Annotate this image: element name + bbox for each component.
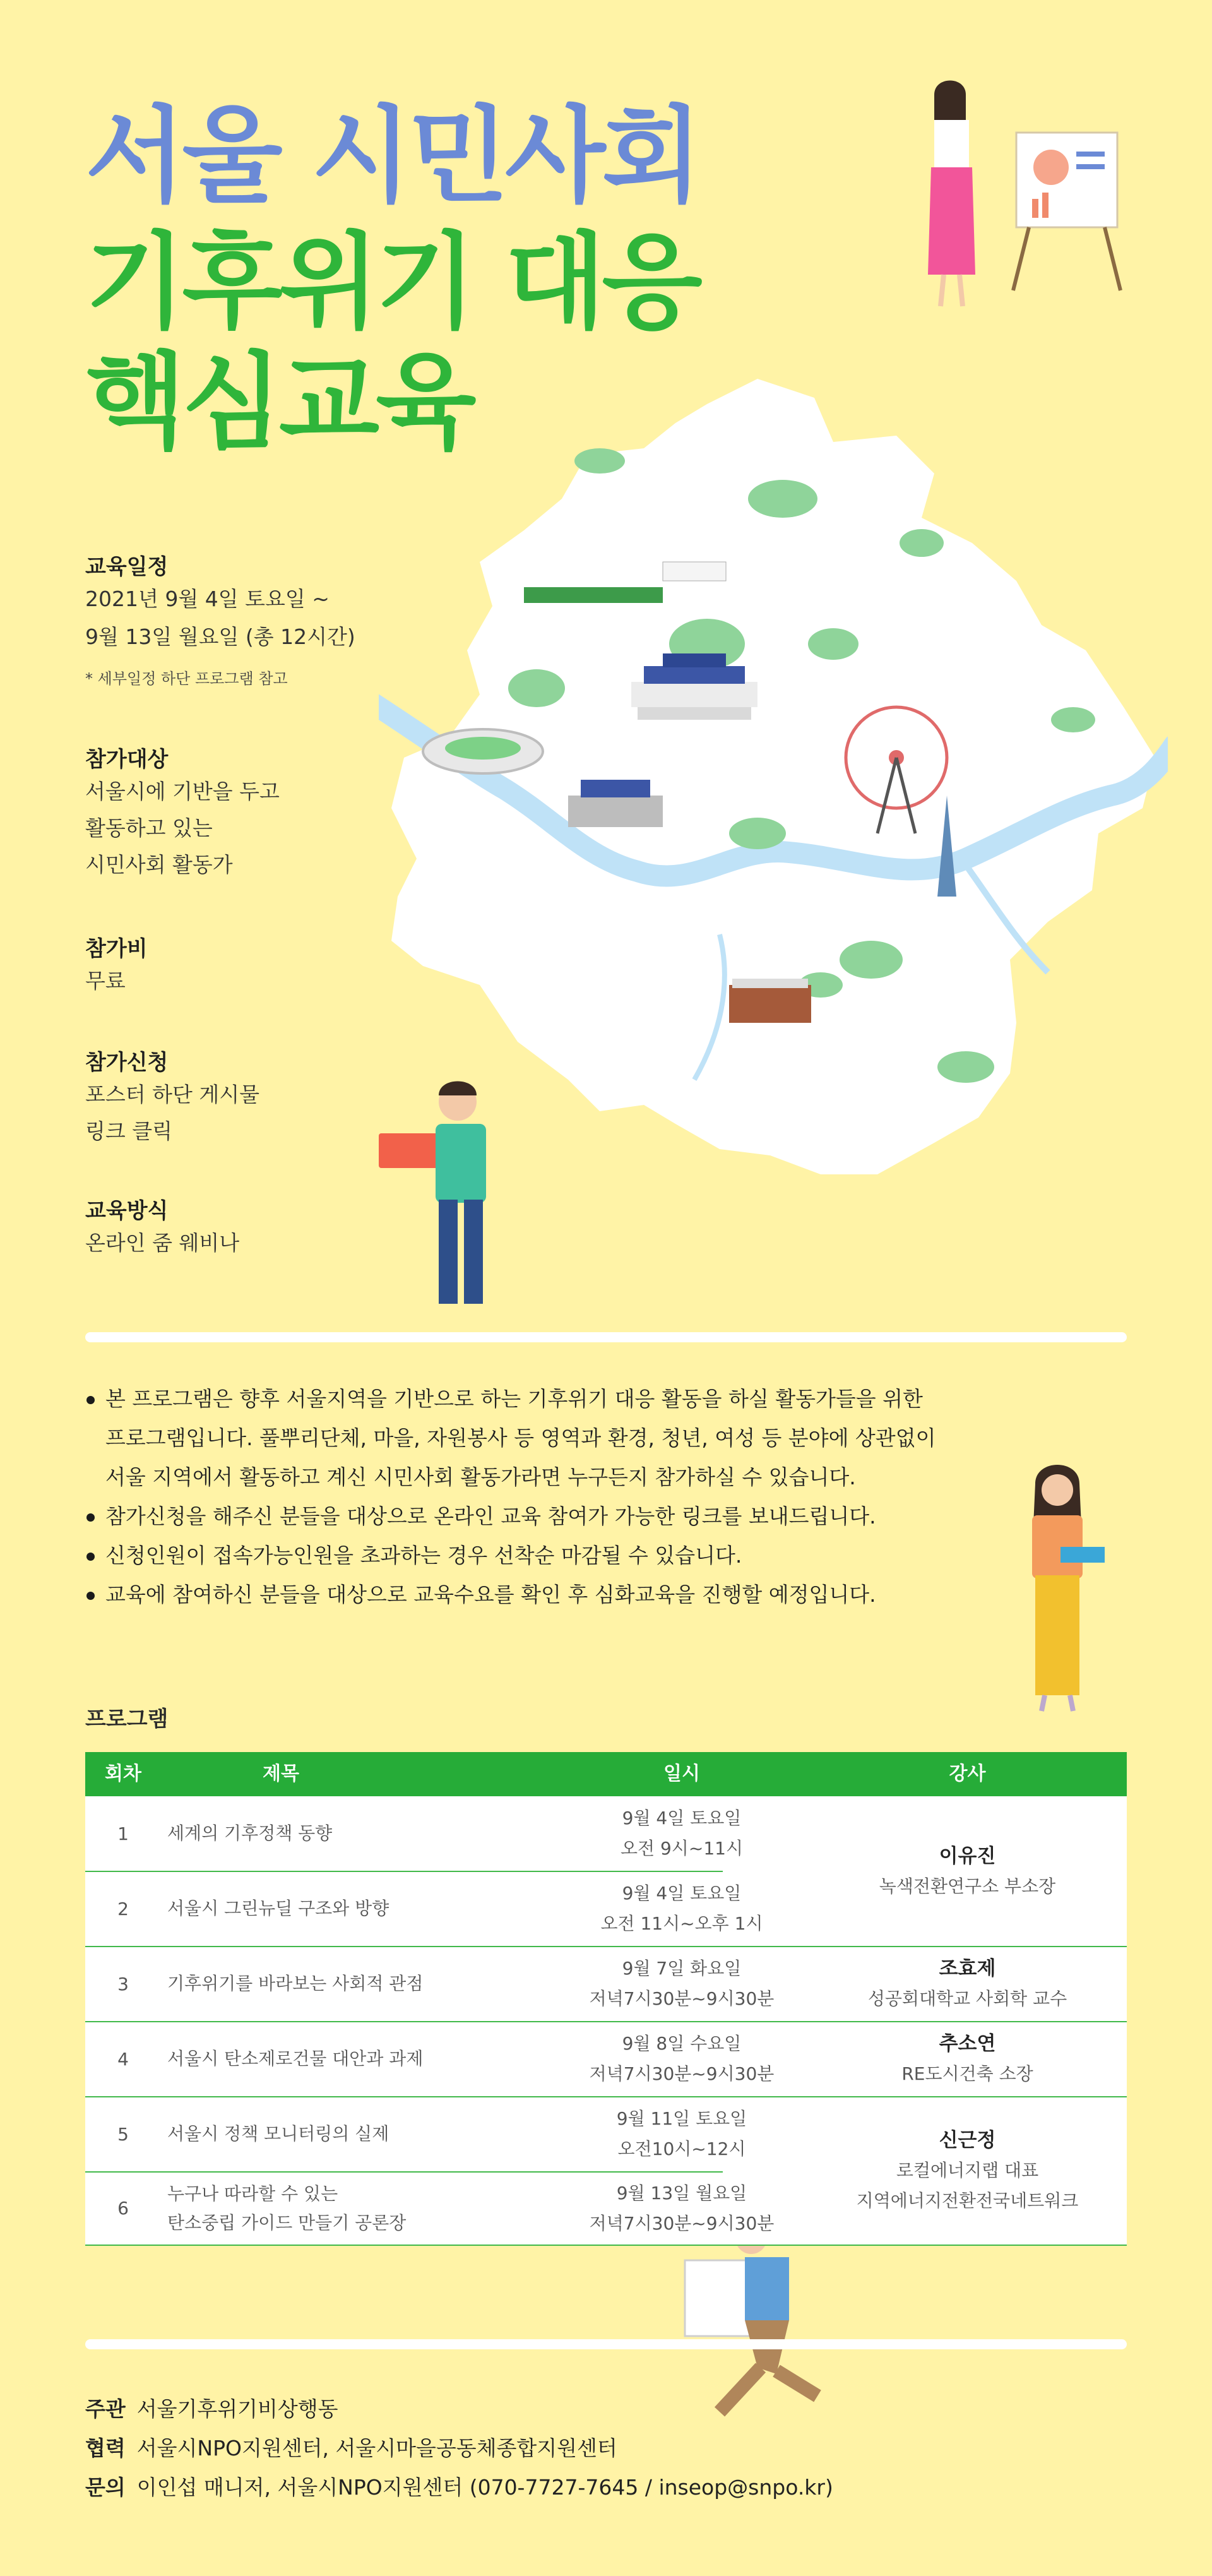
lecturer-role: 로컬에너지랩 대표 [896,2160,1039,2181]
schedule-line-1: 2021년 9월 4일 토요일 ~ [85,587,330,611]
row-date-time: 저녁7시30분~9시30분 [589,1988,775,2009]
row-title: 서울시 정책 모니터링의 실제 [167,2123,389,2144]
row-date [556,1947,808,2021]
footer-host [85,2393,338,2423]
schedule-note: * 세부일정 하단 프로그램 참고 [85,670,288,688]
notice-item-line: 교육에 참여하신 분들을 대상으로 교육수요를 확인 후 심화교육을 진행할 예정입니다. [105,1582,876,1607]
row-divider [85,2245,1127,2246]
woman-with-tablet-illustration [1010,1458,1111,1717]
header-date: 일시 [663,1763,700,1785]
table-header [85,1752,1127,1796]
footer-coop-value: 서울시NPO지원센터, 서울시마을공동체종합지원센터 [136,2436,617,2460]
row-title: 세계의 기후정책 동향 [167,1823,333,1844]
lecturer-name: 조효제 [939,1957,996,1980]
footer-contact-label: 문의 [85,2475,126,2500]
fee-heading: 참가비 [85,936,148,962]
row-number: 2 [117,1898,129,1919]
apply-heading: 참가신청 [85,1050,169,1075]
lecturer-name: 신근정 [939,2129,996,2152]
notice-item [85,1497,969,1536]
arena [729,979,811,1023]
notice-item-line: 본 프로그램은 향후 서울지역을 기반으로 하는 기후위기 대응 활동을 하실 활동가들을 위한 [105,1386,923,1411]
footer-host-value: 서울기후위기비상행동 [136,2397,338,2421]
footer-coop [85,2432,617,2462]
footer-contact [85,2471,833,2501]
target-line-1: 서울시에 기반을 두고 [85,779,280,804]
row-date-day: 9월 8일 수요일 [622,2033,742,2054]
program-title: 프로그램 [85,1707,169,1732]
row-date-day: 9월 7일 화요일 [622,1958,742,1979]
lecturer-cell [808,2022,1127,2096]
header-lecturer: 강사 [949,1763,986,1785]
row-date-time: 오전 11시~오후 1시 [600,1913,763,1934]
notice-item [85,1575,969,1614]
stadium [423,729,543,773]
row-date-day: 9월 4일 토요일 [622,1883,742,1904]
row-number: 1 [117,1823,129,1844]
divider-top [85,1332,1127,1342]
table-body [85,1796,1127,2246]
notice-item-line: 참가신청을 해주신 분들을 대상으로 온라인 교육 참여가 가능한 링크를 보내드립니다. [105,1504,876,1529]
row-number: 6 [117,2198,129,2219]
footer-contact-value: 이인섭 매니저, 서울시NPO지원센터 (070-7727-7645 / inseop@snpo.kr) [136,2475,833,2500]
row-number: 4 [117,2048,129,2070]
header-no: 회차 [105,1763,141,1785]
method-value: 온라인 줌 웨비나 [85,1231,240,1255]
row-date-time: 오전10시~12시 [617,2138,746,2159]
row-date-day: 9월 4일 토요일 [622,1808,742,1828]
notice-item [85,1380,969,1497]
lecturer-cell [808,1796,1127,1946]
row-number: 5 [117,2123,129,2145]
row-date [556,1871,808,1946]
lecturer-name: 추소연 [939,2032,996,2055]
footer-coop-label: 협력 [85,2436,126,2460]
title-line-2: 기후위기 대응 [85,222,699,343]
notice-item-line: 서울 지역에서 활동하고 계신 시민사회 활동가라면 누구든지 참가하실 수 있습니다. [105,1465,856,1489]
notice-item-line: 신청인원이 접속가능인원을 초과하는 경우 선착순 마감될 수 있습니다. [105,1543,742,1568]
row-date [556,1796,808,1871]
target-heading: 참가대상 [85,747,169,772]
row-title [167,2172,552,2245]
row-date-time: 오전 9시~11시 [621,1838,743,1859]
row-title-line: 누구나 따라할 수 있는 [167,2183,338,2204]
presenter-woman-illustration [881,73,1133,325]
lecturer-name: 이유진 [939,1844,996,1868]
apply-line-2: 링크 클릭 [85,1119,173,1143]
schedule-heading: 교육일정 [85,554,169,580]
notice-list [85,1380,969,1614]
header-title: 제목 [263,1763,299,1785]
title-line-3: 핵심교육 [85,342,473,463]
target-line-3: 시민사회 활동가 [85,852,233,877]
lecturer-cell [808,2097,1127,2245]
row-title: 서울시 탄소제로건물 대안과 과제 [167,2048,424,2069]
lecturer-role: 지역에너지전환전국네트워크 [856,2190,1079,2211]
row-date-time: 저녁7시30분~9시30분 [589,2063,775,2084]
man-carrying-papers-illustration [682,2216,833,2424]
fee-value: 무료 [85,969,126,993]
row-number: 3 [117,1973,129,1995]
row-title: 기후위기를 바라보는 사회적 관점 [167,1973,424,1994]
lecturer-role: 녹색전환연구소 부소장 [879,1875,1056,1897]
target-line-2: 활동하고 있는 [85,816,213,840]
row-date [556,2022,808,2096]
apply-line-1: 포스터 하단 게시물 [85,1082,260,1107]
lecturer-cell [808,1947,1127,2021]
notice-item-line: 프로그램입니다. 풀뿌리단체, 마을, 자원봉사 등 영역과 환경, 청년, 여성 등 분야에 상관없이 [105,1426,936,1450]
row-date [556,2172,808,2245]
notice-item [85,1536,969,1575]
divider-bottom [85,2339,1127,2349]
lecturer-role: 성공회대학교 사회학 교수 [867,1988,1067,2009]
row-date [556,2097,808,2171]
row-date-time: 저녁7시30분~9시30분 [589,2212,775,2234]
man-with-laptop-illustration [376,1073,521,1313]
title-line-1: 서울 시민사회 [85,95,699,217]
program-table [85,1752,1127,2246]
row-date-day: 9월 13일 월요일 [616,2182,747,2203]
method-heading: 교육방식 [85,1198,169,1224]
gate-building [568,780,663,827]
schedule-line-2: 9월 13일 월요일 (총 12시간) [85,624,355,649]
lecturer-role: RE도시건축 소장 [901,2063,1033,2084]
row-title-line: 탄소중립 가이드 만들기 공론장 [167,2212,407,2233]
row-date-day: 9월 11일 토요일 [616,2108,747,2129]
footer-host-label: 주관 [85,2397,126,2421]
row-title: 서울시 그린뉴딜 구조와 방향 [167,1898,389,1919]
